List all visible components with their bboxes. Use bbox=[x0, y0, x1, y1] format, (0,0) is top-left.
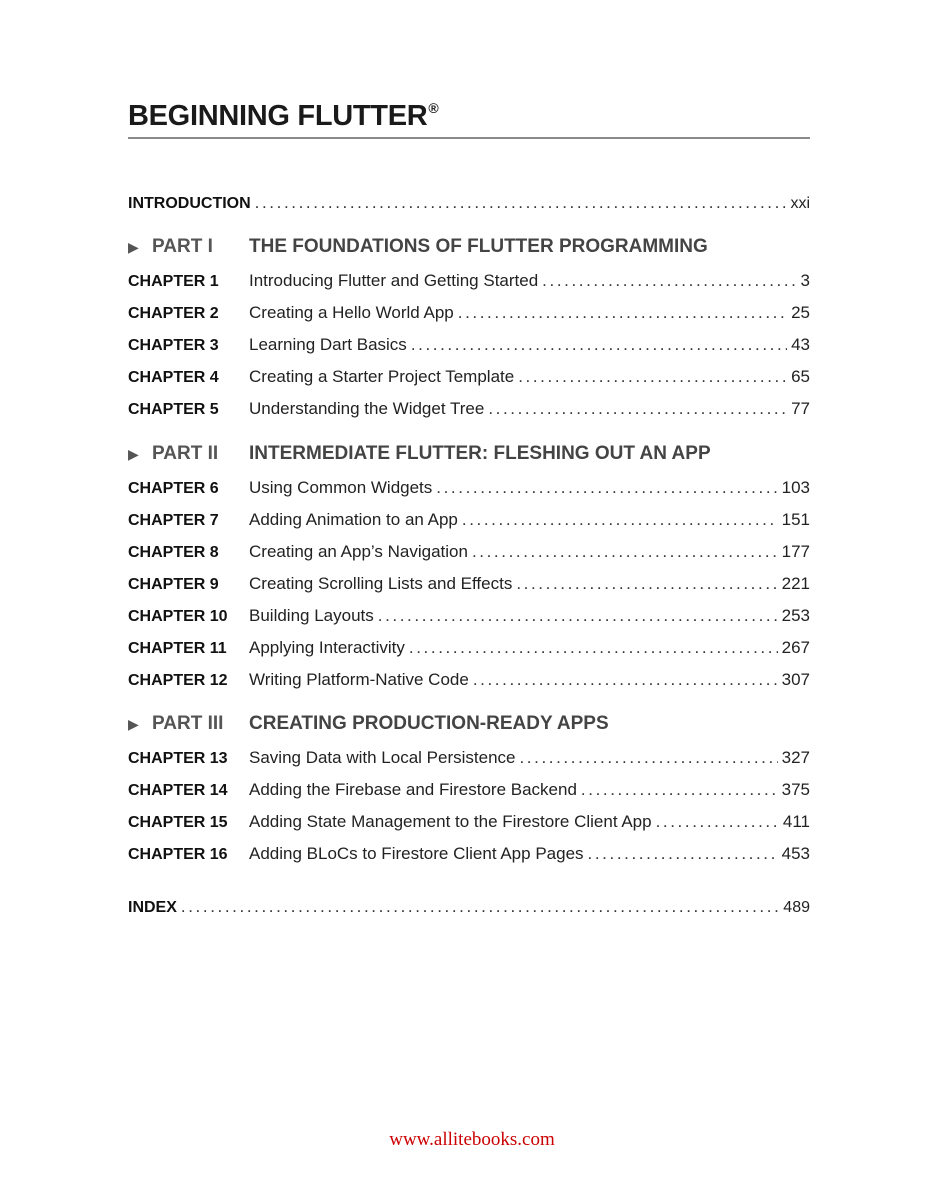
dot-leader bbox=[488, 397, 787, 421]
toc-chapter[interactable] bbox=[128, 301, 810, 325]
chapter-label: CHAPTER 11 bbox=[128, 640, 227, 657]
chapter-label: CHAPTER 16 bbox=[128, 846, 228, 863]
chapter-page: 221 bbox=[781, 574, 810, 593]
toc-chapter[interactable] bbox=[128, 572, 810, 596]
chapter-label: CHAPTER 3 bbox=[128, 337, 219, 354]
chapter-label: CHAPTER 4 bbox=[128, 369, 219, 386]
toc-chapter[interactable] bbox=[128, 269, 810, 293]
chapter-label: CHAPTER 14 bbox=[128, 782, 228, 799]
chapter-title: Writing Platform-Native Code bbox=[249, 670, 469, 689]
chapter-title: Adding the Firebase and Firestore Backend bbox=[249, 780, 577, 799]
chapter-label: CHAPTER 1 bbox=[128, 273, 219, 290]
chapter-title: Creating Scrolling Lists and Effects bbox=[249, 574, 513, 593]
dot-leader bbox=[436, 476, 777, 500]
toc-chapter[interactable] bbox=[128, 333, 810, 357]
chapter-page: 327 bbox=[781, 748, 810, 767]
book-title: BEGINNING FLUTTER® bbox=[128, 100, 439, 132]
chapter-page: 307 bbox=[781, 670, 810, 689]
dot-leader bbox=[255, 191, 787, 215]
chapter-page: 253 bbox=[781, 606, 810, 625]
chapter-label: CHAPTER 12 bbox=[128, 672, 228, 689]
toc-chapter[interactable] bbox=[128, 397, 810, 421]
chapter-page: 43 bbox=[791, 335, 810, 354]
chapter-page: 65 bbox=[791, 367, 810, 386]
footer-website-link[interactable]: www.allitebooks.com bbox=[389, 1129, 555, 1150]
dot-leader bbox=[378, 604, 778, 628]
toc-index[interactable] bbox=[128, 895, 810, 919]
part-heading bbox=[128, 233, 810, 261]
part-heading bbox=[128, 440, 810, 468]
chapter-label: CHAPTER 7 bbox=[128, 512, 219, 529]
part-title: THE FOUNDATIONS OF FLUTTER PROGRAMMING bbox=[249, 236, 708, 257]
toc-chapter[interactable] bbox=[128, 508, 810, 532]
chapter-page: 77 bbox=[791, 399, 810, 418]
dot-leader bbox=[519, 746, 777, 770]
triangle-right-icon: ▶ bbox=[128, 716, 139, 732]
chapter-title: Understanding the Widget Tree bbox=[249, 399, 485, 418]
chapter-label: CHAPTER 5 bbox=[128, 401, 219, 418]
index-page: 489 bbox=[783, 899, 810, 916]
chapter-label: CHAPTER 6 bbox=[128, 480, 219, 497]
toc-chapter[interactable] bbox=[128, 746, 810, 770]
chapter-page: 411 bbox=[782, 812, 810, 831]
chapter-title: Creating a Starter Project Template bbox=[249, 367, 515, 386]
chapter-label: CHAPTER 8 bbox=[128, 544, 219, 561]
toc-chapter[interactable] bbox=[128, 668, 810, 692]
dot-leader bbox=[588, 842, 778, 866]
part-title: CREATING PRODUCTION-READY APPS bbox=[249, 713, 609, 734]
chapter-page: 25 bbox=[791, 303, 810, 322]
dot-leader bbox=[411, 333, 787, 357]
chapter-page: 103 bbox=[781, 478, 810, 497]
toc-chapter[interactable] bbox=[128, 810, 810, 834]
toc-chapter[interactable] bbox=[128, 540, 810, 564]
part-heading bbox=[128, 710, 810, 738]
toc-chapter[interactable] bbox=[128, 604, 810, 628]
registered-mark: ® bbox=[428, 100, 439, 116]
chapter-page: 151 bbox=[781, 510, 810, 529]
chapter-title: Introducing Flutter and Getting Started bbox=[249, 271, 539, 290]
dot-leader bbox=[518, 365, 787, 389]
chapter-title: Building Layouts bbox=[249, 606, 374, 625]
dot-leader bbox=[473, 668, 778, 692]
dot-leader bbox=[458, 301, 787, 325]
chapter-title: Adding State Management to the Firestore Client App bbox=[249, 812, 652, 831]
title-rule bbox=[128, 137, 810, 139]
part-label: PART III bbox=[152, 713, 224, 734]
chapter-label: CHAPTER 13 bbox=[128, 750, 228, 767]
part-label: PART II bbox=[152, 443, 219, 464]
chapter-page: 453 bbox=[781, 844, 810, 863]
chapter-label: CHAPTER 15 bbox=[128, 814, 228, 831]
introduction-page: xxi bbox=[790, 195, 810, 212]
chapter-page: 177 bbox=[781, 542, 810, 561]
chapter-title: Using Common Widgets bbox=[249, 478, 433, 497]
chapter-title: Learning Dart Basics bbox=[249, 335, 407, 354]
dot-leader bbox=[409, 636, 778, 660]
chapter-page: 3 bbox=[800, 271, 810, 290]
toc-chapter[interactable] bbox=[128, 476, 810, 500]
chapter-label: CHAPTER 9 bbox=[128, 576, 219, 593]
chapter-title: Adding BLoCs to Firestore Client App Pages bbox=[249, 844, 584, 863]
introduction-label: INTRODUCTION bbox=[128, 195, 251, 212]
dot-leader bbox=[462, 508, 778, 532]
part-label: PART I bbox=[152, 236, 213, 257]
dot-leader bbox=[181, 895, 779, 919]
toc-chapter[interactable] bbox=[128, 778, 810, 802]
dot-leader bbox=[472, 540, 778, 564]
chapter-title: Saving Data with Local Persistence bbox=[249, 748, 516, 767]
dot-leader bbox=[581, 778, 778, 802]
dot-leader bbox=[542, 269, 796, 293]
dot-leader bbox=[516, 572, 777, 596]
chapter-title: Applying Interactivity bbox=[249, 638, 405, 657]
toc-chapter[interactable] bbox=[128, 365, 810, 389]
chapter-title: Creating a Hello World App bbox=[249, 303, 454, 322]
chapter-title: Adding Animation to an App bbox=[249, 510, 458, 529]
index-label: INDEX bbox=[128, 899, 177, 916]
chapter-label: CHAPTER 10 bbox=[128, 608, 228, 625]
toc-chapter[interactable] bbox=[128, 636, 810, 660]
dot-leader bbox=[656, 810, 779, 834]
triangle-right-icon: ▶ bbox=[128, 239, 139, 255]
chapter-title: Creating an App’s Navigation bbox=[249, 542, 468, 561]
toc-introduction[interactable] bbox=[128, 191, 810, 215]
triangle-right-icon: ▶ bbox=[128, 446, 139, 462]
chapter-page: 267 bbox=[781, 638, 810, 657]
chapter-page: 375 bbox=[781, 780, 810, 799]
part-title: INTERMEDIATE FLUTTER: FLESHING OUT AN APP bbox=[249, 443, 711, 464]
chapter-label: CHAPTER 2 bbox=[128, 305, 219, 322]
toc-chapter[interactable] bbox=[128, 842, 810, 866]
